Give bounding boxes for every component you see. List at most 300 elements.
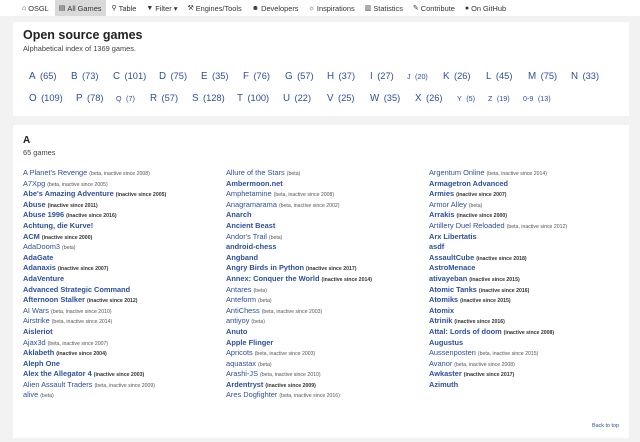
letter-link-f[interactable] (243, 66, 270, 84)
game-list-item (226, 348, 426, 359)
game-status-note: (inactive since 2015) (469, 276, 520, 283)
game-list-item (429, 348, 629, 359)
game-list-item (23, 316, 223, 327)
game-list-item (23, 179, 223, 190)
game-link[interactable]: Abe's Amazing Adventure (23, 189, 114, 199)
game-status-note: (inactive since 2007) (57, 266, 109, 273)
letter-char: C (113, 71, 121, 82)
lightbulb-icon: ☼ (308, 4, 315, 12)
nav-contribute[interactable] (409, 0, 459, 16)
game-status-note: (inactive since 2017) (463, 372, 515, 379)
game-status-note: (inactive since 2014) (321, 276, 372, 283)
game-list-item (429, 369, 629, 380)
game-link[interactable]: AdaGate (23, 252, 54, 262)
game-status-note: (beta, inactive since 2014) (486, 171, 548, 177)
game-list-item (429, 316, 629, 327)
letter-char: J (407, 72, 411, 81)
game-status-note: (inactive since 2018) (476, 255, 527, 262)
game-list-item (429, 380, 629, 391)
game-link[interactable]: Alex the Allegator 4 (23, 369, 92, 379)
game-list-item (429, 263, 629, 274)
nav-on-github[interactable] (461, 0, 510, 16)
top-navigation (0, 0, 640, 16)
nav-label: All Games (67, 3, 102, 13)
game-link[interactable]: Annex: Conquer the World (226, 273, 320, 283)
letter-link-b[interactable] (71, 66, 99, 84)
game-list-item (23, 242, 223, 253)
game-link[interactable]: Anarch (226, 210, 252, 220)
letter-link-y[interactable] (457, 88, 475, 106)
letter-char: G (285, 71, 293, 82)
letter-count: (26) (454, 71, 471, 81)
letter-count: (75) (170, 71, 188, 81)
letter-count: (45) (495, 71, 513, 81)
game-link[interactable]: Advanced Strategic Command (23, 284, 131, 294)
filter-icon: ▼ (146, 4, 154, 12)
game-list-item (429, 338, 629, 349)
game-list-item (23, 295, 223, 306)
nav-label: Contribute (420, 3, 455, 13)
letter-char: H (327, 71, 335, 82)
letter-count: (76) (253, 71, 270, 81)
letter-count: (57) (297, 71, 314, 81)
letter-char: Q (116, 94, 122, 103)
nav-developers[interactable] (248, 0, 303, 16)
game-link[interactable]: A Planet's Revenge (23, 168, 88, 177)
letter-char: U (283, 93, 291, 104)
letter-link-d[interactable] (159, 66, 187, 84)
game-link[interactable]: Adanaxis (23, 263, 56, 273)
game-status-note: (beta, inactive since 2016) (279, 393, 340, 400)
game-list-item (23, 359, 223, 370)
game-link[interactable]: Armies (429, 189, 455, 199)
game-link[interactable]: Anagramarama (226, 199, 277, 209)
game-list-item (226, 200, 426, 211)
letter-link-r[interactable] (150, 88, 178, 106)
game-link[interactable]: Ardentryst (226, 379, 264, 389)
game-list-item (226, 232, 426, 243)
letter-link-k[interactable] (443, 66, 471, 84)
letter-count: (65) (40, 71, 57, 81)
letter-char: B (71, 71, 78, 82)
nav-label: Table (118, 3, 137, 13)
nav-label: Engines/Tools (195, 3, 242, 13)
game-status-note: (beta) (258, 298, 272, 305)
letter-char: X (415, 93, 422, 104)
letter-link-t[interactable] (237, 88, 269, 106)
game-column-2 (226, 168, 426, 401)
game-link[interactable]: Awkaster (429, 369, 462, 379)
game-status-note: (beta, inactive since 2002) (278, 202, 340, 209)
game-link[interactable]: Antares (226, 284, 252, 294)
letter-link-v[interactable] (327, 88, 355, 106)
game-status-note: (beta) (268, 234, 283, 241)
game-link[interactable]: Achtung, die Kurve! (23, 220, 94, 230)
letter-char: I (370, 71, 373, 82)
back-to-top-link[interactable]: Back to top (592, 423, 619, 429)
game-status-note: (beta) (40, 393, 54, 400)
game-list-item (226, 221, 426, 232)
game-list-item (23, 232, 223, 243)
game-status-note: (beta, inactive since 2015) (477, 351, 539, 358)
game-link[interactable]: android-chess (226, 242, 277, 252)
game-list-item (226, 338, 426, 349)
game-list-item (429, 274, 629, 285)
game-list-item (23, 221, 223, 232)
letter-link-s[interactable] (192, 88, 225, 106)
game-link[interactable]: Andor's Trail (226, 231, 267, 241)
letter-link-i[interactable] (370, 66, 394, 84)
letter-char: E (201, 71, 208, 82)
letter-link-j[interactable] (407, 66, 428, 84)
pen-icon: ✎ (412, 4, 419, 12)
game-link[interactable]: AssaultCube (429, 252, 475, 262)
game-status-note: (beta) (468, 202, 483, 209)
letter-char: 0-9 (523, 94, 534, 103)
game-list-item (23, 263, 223, 274)
game-link[interactable]: Apricots (226, 348, 253, 358)
game-link[interactable]: ACM (23, 231, 40, 241)
game-link[interactable]: alive (23, 390, 39, 400)
game-link[interactable]: Aklabeth (23, 348, 55, 358)
letter-char: R (150, 93, 158, 104)
game-status-note: (beta, inactive since 2012) (506, 223, 568, 230)
letter-link-x[interactable] (415, 88, 443, 106)
game-list-item (429, 253, 629, 264)
letter-count: (75) (540, 71, 558, 81)
letter-char: S (192, 93, 199, 104)
letter-char: W (370, 93, 380, 104)
game-status-note: (inactive since 2015) (460, 298, 511, 305)
letter-link-q[interactable] (116, 88, 135, 106)
game-link[interactable]: Afternoon Stalker (23, 295, 86, 305)
game-list-item (23, 285, 223, 296)
nav-all-games[interactable] (55, 0, 106, 16)
game-list-item (429, 168, 629, 179)
game-link[interactable]: Ares Dogfighter (226, 390, 278, 400)
nav-label: Inspirations (316, 3, 355, 13)
letter-char: N (571, 71, 579, 82)
letter-count: (33) (582, 71, 600, 81)
game-list-item (429, 189, 629, 200)
game-list-item (23, 390, 223, 401)
letter-count: (128) (203, 93, 225, 103)
letter-char: K (443, 71, 450, 82)
game-list-item (226, 380, 426, 391)
game-link[interactable]: Apple Flinger (226, 337, 274, 347)
letter-row (29, 88, 629, 110)
game-link[interactable]: Ancient Beast (226, 220, 276, 230)
game-status-note: (inactive since 2011) (47, 202, 98, 209)
game-status-note: (inactive since 2009) (265, 382, 316, 389)
game-status-note: (beta) (251, 319, 265, 326)
letter-char: Z (488, 94, 493, 103)
game-link[interactable]: Armor Alley (429, 199, 467, 209)
letter-link-o[interactable] (29, 88, 63, 106)
nav-statistics[interactable] (361, 0, 407, 16)
game-list-item (23, 253, 223, 264)
game-status-note: (inactive since 2004) (56, 351, 107, 358)
letter-link-z[interactable] (488, 88, 510, 106)
game-link[interactable]: Attal: Lords of doom (429, 326, 502, 336)
game-list-item (429, 232, 629, 243)
nav-label: Developers (261, 3, 299, 13)
game-link[interactable]: Ajax3d (23, 337, 46, 347)
letter-link-n[interactable] (571, 66, 599, 84)
game-list-item (429, 359, 629, 370)
game-list-item (429, 210, 629, 221)
letter-link-c[interactable] (113, 66, 146, 84)
game-status-note: (inactive since 2016) (454, 319, 505, 326)
game-link[interactable]: Abuse (23, 199, 46, 209)
game-column-1 (23, 168, 223, 401)
game-link[interactable]: ativayeban (429, 273, 468, 283)
game-list-item (23, 306, 223, 317)
letter-char: L (486, 71, 492, 82)
nav-filter[interactable] (142, 0, 181, 16)
letter-link-0-9[interactable] (523, 88, 551, 106)
game-link[interactable]: antiyoy (226, 316, 250, 326)
game-link[interactable]: Amphetamine (226, 189, 272, 199)
game-status-note: (beta, inactive since 2014) (51, 319, 113, 326)
game-link[interactable]: AdaVenture (23, 273, 65, 283)
letter-link-h[interactable] (327, 66, 355, 84)
game-list-item (226, 390, 426, 401)
github-icon: ● (464, 4, 470, 12)
game-list-item (23, 327, 223, 338)
wrench-icon: ⚒ (187, 4, 194, 12)
game-link[interactable]: Artillery Duel Reloaded (429, 220, 505, 230)
section-game-count: 65 games (23, 148, 56, 157)
game-list-item (429, 242, 629, 253)
game-status-note: (beta, inactive since 2008) (273, 192, 335, 199)
game-link[interactable]: Arashi-JS (226, 369, 259, 379)
game-status-note: (beta) (258, 361, 272, 368)
game-list-item (226, 242, 426, 253)
game-list-item (226, 263, 426, 274)
game-status-note: (beta, inactive since 2007) (47, 340, 109, 347)
nav-osgl[interactable] (18, 0, 53, 16)
game-status-note: (beta) (61, 245, 76, 252)
letter-link-u[interactable] (283, 88, 311, 106)
letter-char: F (243, 71, 249, 82)
game-status-note: (beta, inactive since 2003) (261, 308, 323, 315)
letter-char: P (76, 93, 83, 104)
game-link[interactable]: Allure of the Stars (226, 168, 285, 177)
game-list-item (226, 253, 426, 264)
nav-table[interactable] (108, 0, 141, 16)
game-link[interactable]: Azimuth (429, 379, 459, 389)
game-list-item (226, 274, 426, 285)
game-list-item (23, 274, 223, 285)
book-icon: ▤ (58, 4, 66, 12)
letter-link-m[interactable] (528, 66, 557, 84)
game-link[interactable]: AdaDoom3 (23, 242, 60, 252)
game-link[interactable]: Angry Birds in Python (226, 263, 305, 273)
letter-count: (20) (415, 72, 428, 81)
game-list-item (23, 380, 223, 391)
letter-count: (13) (537, 94, 551, 103)
letter-char: O (29, 93, 37, 104)
letter-index (29, 66, 629, 110)
game-status-note: (inactive since 2016) (66, 213, 117, 220)
users-icon: ☻ (251, 4, 260, 12)
letter-char: D (159, 71, 167, 82)
game-link[interactable]: Armagetron Advanced (429, 178, 508, 188)
game-list-item (226, 295, 426, 306)
game-status-note: (beta, inactive since 2008) (454, 361, 515, 368)
letter-count: (35) (212, 71, 229, 81)
game-link[interactable]: Arx Libertatis (429, 231, 477, 241)
letter-count: (19) (496, 94, 510, 103)
game-list-item (226, 168, 426, 179)
game-list-item (429, 285, 629, 296)
game-status-note: (inactive since 2000) (456, 213, 507, 220)
game-list-item (23, 369, 223, 380)
game-list-item (226, 369, 426, 380)
game-status-note: (inactive since 2007) (456, 192, 507, 199)
game-status-note: (inactive since 2008) (503, 329, 555, 336)
letter-char: T (237, 93, 243, 104)
chart-icon: ▥ (364, 4, 372, 12)
letter-link-g[interactable] (285, 66, 314, 84)
home-icon: ⌂ (22, 4, 27, 12)
letter-count: (7) (126, 94, 135, 103)
game-status-note: (inactive since 2012) (87, 298, 138, 305)
game-list-item (429, 295, 629, 306)
game-link[interactable]: Avanor (429, 358, 453, 368)
game-list-item (429, 327, 629, 338)
game-link[interactable]: Ambermoon.net (226, 178, 283, 188)
letter-char: V (327, 93, 334, 104)
letter-count: (109) (41, 93, 63, 103)
letter-link-l[interactable] (486, 66, 512, 84)
game-list-item (226, 327, 426, 338)
letter-section-a (13, 125, 629, 438)
game-link[interactable]: Airstrike (23, 316, 50, 326)
game-status-note: (beta, inactive since 2010) (260, 372, 321, 379)
game-list-item (429, 200, 629, 211)
game-link[interactable]: Atomiks (429, 295, 459, 305)
game-link[interactable]: Anteform (226, 295, 256, 305)
letter-link-a[interactable] (29, 66, 57, 84)
game-link[interactable]: AntiChess (226, 305, 260, 315)
game-list-item (226, 179, 426, 190)
nav-engines-tools[interactable] (183, 0, 245, 16)
game-list-item (226, 306, 426, 317)
letter-link-w[interactable] (370, 88, 400, 106)
letter-count: (35) (383, 93, 401, 103)
letter-count: (27) (377, 71, 394, 81)
game-status-note: (beta, inactive since 2005) (47, 181, 108, 188)
nav-label: Filter ▾ (155, 3, 178, 13)
game-link[interactable]: Aussenposten (429, 348, 476, 358)
letter-count: (22) (294, 93, 312, 103)
game-status-note: (beta) (253, 287, 268, 294)
search-icon: ⚲ (111, 4, 117, 12)
letter-count: (25) (338, 93, 355, 103)
game-status-note: (inactive since 2003) (93, 372, 145, 379)
game-list-item (23, 348, 223, 359)
game-list-item (429, 221, 629, 232)
nav-label: OSGL (28, 3, 49, 13)
game-list-item (226, 316, 426, 327)
game-link[interactable]: asdf (429, 242, 445, 252)
game-link[interactable]: Anuto (226, 326, 248, 336)
nav-label: On GitHub (471, 3, 507, 13)
game-status-note: (inactive since 2016) (478, 287, 530, 294)
game-list-item (226, 359, 426, 370)
game-link[interactable]: Angband (226, 252, 259, 262)
game-status-note: (inactive since 2005) (115, 192, 167, 199)
game-link[interactable]: Atomix (429, 305, 455, 315)
game-link[interactable]: Augustus (429, 337, 464, 347)
game-link[interactable]: Arrakis (429, 210, 455, 220)
game-list-item (23, 210, 223, 221)
game-status-note: (beta, inactive since 2010) (51, 308, 112, 315)
game-list-item (23, 200, 223, 211)
game-list-item (23, 189, 223, 200)
letter-char: A (29, 71, 36, 82)
letter-count: (101) (124, 71, 147, 81)
game-link[interactable]: A7Xpg (23, 178, 46, 188)
game-status-note: (beta, inactive since 2008) (89, 171, 150, 177)
game-list-item (429, 306, 629, 317)
letter-char: M (528, 71, 537, 82)
page-subtitle: Alphabetical index of 1369 games. (23, 44, 136, 53)
letter-count: (37) (338, 71, 356, 81)
letter-row (29, 66, 629, 88)
game-link[interactable]: AstroMenace (429, 263, 476, 273)
letter-link-p[interactable] (76, 88, 104, 106)
game-link[interactable]: Atrinik (429, 316, 453, 326)
page-title: Open source games (23, 28, 143, 42)
game-list-item (226, 189, 426, 200)
game-link[interactable]: Atomic Tanks (429, 284, 477, 294)
letter-count: (73) (82, 71, 99, 81)
game-status-note: (beta, inactive since 2003) (254, 351, 316, 358)
game-status-note: (beta, inactive since 2009) (94, 382, 155, 389)
letter-count: (57) (161, 93, 179, 103)
letter-char: Y (457, 94, 462, 103)
nav-label: Statistics (373, 3, 403, 13)
nav-inspirations[interactable] (305, 0, 359, 16)
letter-count: (5) (466, 94, 476, 103)
game-status-note: (beta) (286, 171, 301, 177)
letter-count: (78) (87, 93, 104, 103)
game-list-item (23, 168, 223, 179)
game-link[interactable]: Aleph One (23, 358, 60, 368)
letter-count: (26) (426, 93, 443, 103)
game-link[interactable]: Argentum Online (429, 168, 485, 177)
index-header-card (13, 22, 629, 116)
game-list-item (23, 338, 223, 349)
game-list-item (429, 179, 629, 190)
game-link[interactable]: aquastax (226, 358, 256, 368)
letter-link-e[interactable] (201, 66, 229, 84)
game-link[interactable]: Aisleriot (23, 326, 53, 336)
game-list-item (226, 285, 426, 296)
game-status-note: (inactive since 2000) (41, 234, 93, 241)
game-status-note: (inactive since 2017) (306, 266, 357, 273)
section-heading: A (23, 135, 31, 146)
game-list-item (226, 210, 426, 221)
game-link[interactable]: AI Wars (23, 305, 50, 315)
game-link[interactable]: Abuse 1996 (23, 210, 65, 220)
game-link[interactable]: Alien Assault Traders (23, 379, 93, 389)
game-column-3 (429, 168, 629, 390)
letter-count: (100) (247, 93, 270, 103)
